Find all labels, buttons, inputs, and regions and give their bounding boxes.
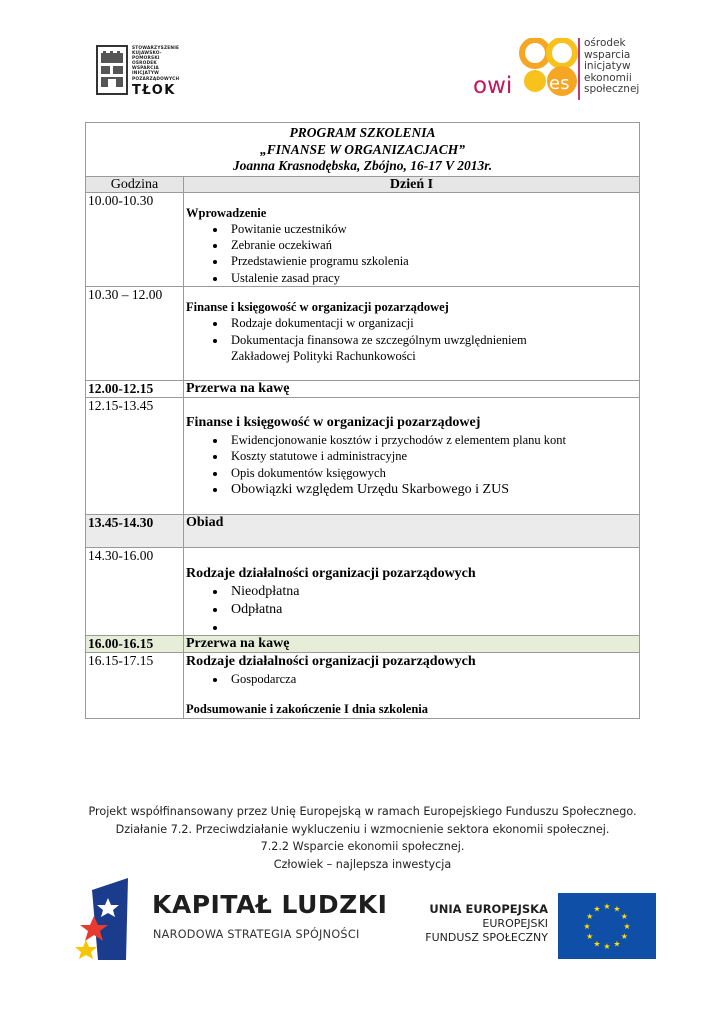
table-header-row <box>86 176 640 192</box>
session-time: 10.30 – 12.00 <box>86 286 184 380</box>
owies-divider <box>578 38 580 100</box>
table-row <box>86 514 640 547</box>
owies-line: inicjatyw <box>584 60 631 73</box>
eu-flag-icon <box>558 893 656 959</box>
session-time: 14.30-16.00 <box>86 547 184 635</box>
kapital-ludzki-stars-icon <box>72 878 148 960</box>
list-item: • Dokumentacja finansowa ze szczególnym uwzględnieniem Zakładowej Polityki Rachunkowości <box>227 332 637 365</box>
eu-title: UNIA EUROPEJSKA <box>429 902 548 916</box>
table-row <box>86 286 640 380</box>
tlok-line: POMORSKI <box>132 56 160 62</box>
list-item: • Gospodarcza <box>227 671 637 687</box>
eu-star-icon: ★ <box>593 904 601 914</box>
list-item: • Rodzaje dokumentacji w organizacji <box>227 315 637 331</box>
svg-text:es: es <box>549 73 570 94</box>
session-time: 13.45-14.30 <box>86 514 184 547</box>
session-items <box>186 315 637 364</box>
list-item: • Ewidencjonowanie kosztów i przychodów z elementem planu kont <box>227 432 637 448</box>
session-time: 16.00-16.15 <box>86 635 184 652</box>
column-header-hour: Godzina <box>86 176 184 192</box>
eu-star-icon: ★ <box>586 912 594 921</box>
table-row <box>86 192 640 286</box>
session-time: 16.15-17.15 <box>86 652 184 718</box>
program-table <box>85 122 640 719</box>
eu-line: EUROPEJSKI <box>482 917 548 930</box>
table-row <box>86 652 640 718</box>
list-item: • Powitanie uczestników <box>227 221 637 237</box>
eu-star-icon: ★ <box>583 922 591 931</box>
list-item: • Opis dokumentów księgowych <box>227 465 637 481</box>
list-item: • Zebranie oczekiwań <box>227 237 637 253</box>
break-label: Obiad <box>184 514 640 547</box>
eu-star-icon: ★ <box>613 939 621 949</box>
table-row <box>86 547 640 635</box>
tlok-line: KUJAWSKO- <box>132 51 162 57</box>
eu-star-icon: ★ <box>593 939 601 949</box>
program-subtitle: „FINANSE W ORGANIZACJACH” <box>259 141 466 157</box>
list-item: • Przedstawienie programu szkolenia <box>227 253 637 269</box>
eu-star-icon: ★ <box>613 904 621 914</box>
tlok-emblem-icon <box>96 45 128 95</box>
owies-line: społecznej <box>584 83 640 96</box>
funding-line: Projekt współfinansowany przez Unię Europejską w ramach Europejskiego Funduszu Społecznego. <box>88 805 637 818</box>
session-closing: Podsumowanie i zakończenie I dnia szkolenia <box>186 702 429 717</box>
list-item: • Ustalenie zasad pracy <box>227 270 637 286</box>
session-items <box>186 671 637 687</box>
kapital-ludzki-subtitle: NARODOWA STRATEGIA SPÓJNOŚCI <box>153 928 360 941</box>
session-time: 12.00-12.15 <box>86 380 184 397</box>
session-title: Rodzaje działalności organizacji pozarządowych <box>186 565 476 581</box>
eu-star-icon: ★ <box>620 912 628 921</box>
kapital-ludzki-logo <box>72 878 388 958</box>
eu-star-icon: ★ <box>620 932 628 941</box>
break-label: Przerwa na kawę <box>184 380 640 397</box>
tlok-line: POZARZĄDOWYCH <box>132 76 180 82</box>
tlok-line: INICJATYW <box>132 71 160 77</box>
break-label: Przerwa na kawę <box>184 635 640 652</box>
tlok-line: WSPARCIA <box>132 66 159 72</box>
session-items <box>186 221 637 286</box>
list-item: • Odpłatna <box>227 601 637 619</box>
list-item: • Obowiązki względem Urzędu Skarbowego i ZUS <box>227 481 637 499</box>
table-row <box>86 635 640 652</box>
column-header-day: Dzień I <box>184 176 640 192</box>
tlok-line: OŚRODEK <box>132 61 157 67</box>
funding-line: Człowiek – najlepsza inwestycja <box>273 857 452 871</box>
program-author-line: Joanna Krasnodębska, Zbójno, 16-17 V 2013r. <box>232 158 493 173</box>
session-time: 12.15-13.45 <box>86 397 184 514</box>
eu-star-icon: ★ <box>603 902 611 911</box>
tlok-logo <box>96 45 196 97</box>
eu-label <box>412 902 548 945</box>
owies-line: ośrodek <box>584 37 626 49</box>
session-content <box>184 286 640 380</box>
owies-full-name <box>584 38 639 96</box>
program-title: PROGRAM SZKOLENIA <box>289 125 436 140</box>
owies-circles-icon <box>470 38 580 102</box>
svg-text:owi: owi <box>473 73 513 99</box>
session-title: Wprowadzenie <box>186 205 267 220</box>
kapital-ludzki-title: KAPITAŁ LUDZKI <box>152 890 388 919</box>
eu-star-icon: ★ <box>623 922 631 931</box>
session-items <box>186 432 637 499</box>
session-time: 10.00-10.30 <box>86 192 184 286</box>
session-title: Finanse i księgowość w organizacji pozarządowej <box>186 299 449 314</box>
list-item <box>227 619 637 635</box>
list-item: • Nieodpłatna <box>227 583 637 601</box>
eu-line: FUNDUSZ SPOŁECZNY <box>425 931 548 944</box>
session-content <box>184 192 640 286</box>
funding-line: Działanie 7.2. Przeciwdziałanie wykluczeniu i wzmocnienie sektora ekonomii społecznej. <box>115 822 610 836</box>
eu-star-icon: ★ <box>603 942 611 951</box>
tlok-full-name <box>132 46 202 82</box>
eu-star-icon: ★ <box>586 932 594 941</box>
tlok-name: TŁOK <box>132 83 176 98</box>
session-content <box>184 397 640 514</box>
list-item: • Koszty statutowe i administracyjne <box>227 448 637 464</box>
funding-note <box>0 803 725 873</box>
session-items <box>186 583 637 635</box>
session-title: Finanse i księgowość w organizacji pozarządowej <box>186 414 481 430</box>
session-content <box>184 652 640 718</box>
session-content <box>184 547 640 635</box>
program-title-cell <box>86 123 640 177</box>
table-row <box>86 397 640 514</box>
funding-line: 7.2.2 Wsparcie ekonomii społecznej. <box>260 840 465 854</box>
session-title: Rodzaje działalności organizacji pozarządowych <box>186 653 476 669</box>
owies-line: wsparcia <box>584 48 631 61</box>
owies-logo <box>470 38 645 108</box>
owies-line: ekonomii <box>584 71 632 84</box>
table-row <box>86 380 640 397</box>
tlok-line: STOWARZYSZENIE <box>132 46 180 51</box>
